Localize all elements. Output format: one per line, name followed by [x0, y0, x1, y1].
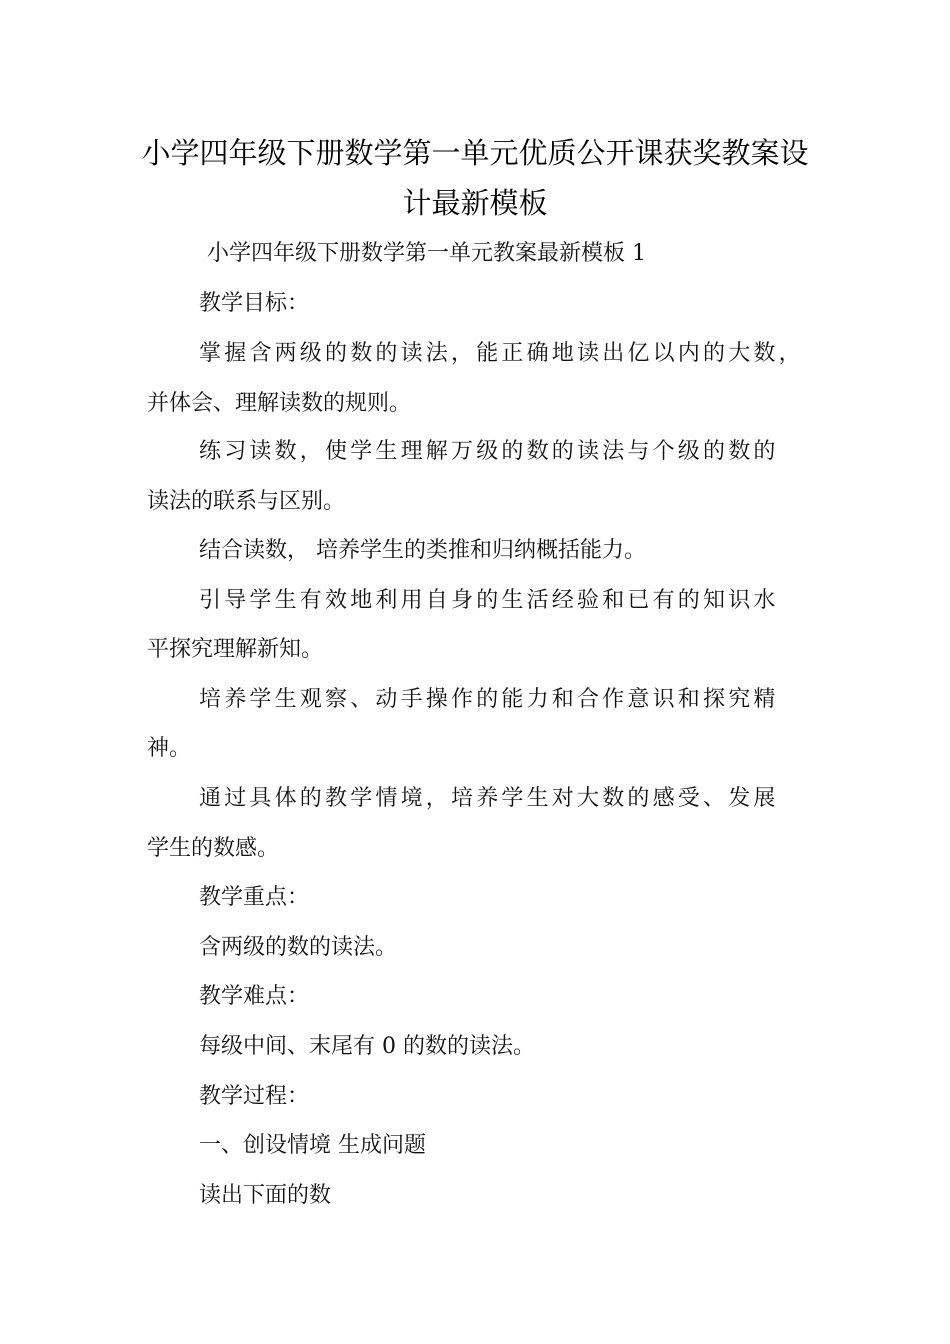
objective-4-line-1: 引导学生有效地利用自身的生活经验和已有的知识水 — [199, 588, 779, 613]
document-subtitle: 小学四年级下册数学第一单元教案最新模板 1 — [207, 241, 646, 266]
difficulty-text: 每级中间、末尾有 0 的数的读法。 — [199, 1034, 535, 1059]
heading-difficulties: 教学难点： — [199, 984, 310, 1009]
objective-2-line-2: 读法的联系与区别。 — [147, 489, 346, 514]
objective-2-line-1: 练习读数，使学生理解万级的数的读法与个级的数的 — [199, 439, 779, 464]
heading-teaching-objectives: 教学目标： — [199, 291, 310, 316]
objective-1-line-2: 并体会、理解读数的规则。 — [147, 391, 412, 416]
objective-5-line-1: 培养学生观察、动手操作的能力和合作意识和探究精 — [199, 687, 779, 712]
objective-5-line-2: 神。 — [147, 736, 192, 761]
document-title-line-2: 计最新模板 — [402, 186, 548, 220]
section-1-task: 读出下面的数 — [199, 1183, 332, 1208]
section-1-heading: 一、创设情境 生成问题 — [199, 1133, 426, 1158]
objective-4-line-2: 平探究理解新知。 — [147, 637, 324, 662]
document-title-line-1: 小学四年级下册数学第一单元优质公开课获奖教案设 — [141, 136, 809, 170]
heading-key-points: 教学重点： — [199, 885, 310, 910]
heading-teaching-process: 教学过程： — [199, 1084, 310, 1109]
objective-6-line-2: 学生的数感。 — [147, 836, 280, 861]
objective-1-line-1: 掌握含两级的数的读法，能正确地读出亿以内的大数， — [199, 341, 804, 366]
key-point-text: 含两级的数的读法。 — [199, 935, 398, 960]
objective-3: 结合读数， 培养学生的类推和归纳概括能力。 — [199, 538, 646, 563]
objective-6-line-1: 通过具体的教学情境，培养学生对大数的感受、发展 — [199, 786, 779, 811]
